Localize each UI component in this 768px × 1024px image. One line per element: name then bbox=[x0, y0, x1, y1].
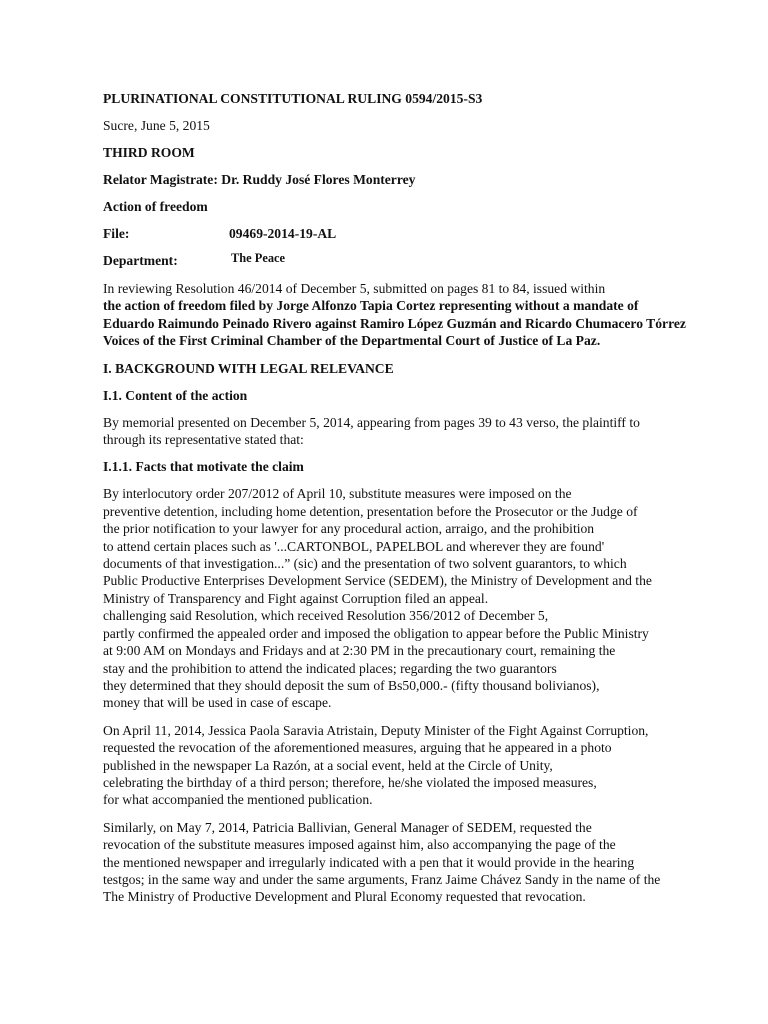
department-label: Department: bbox=[103, 253, 178, 268]
paragraph-line: partly confirmed the appealed order and imposed the obligation to appear before the Public Ministry bbox=[103, 625, 649, 641]
paragraph-line: challenging said Resolution, which received Resolution 356/2012 of December 5, bbox=[103, 608, 549, 624]
paragraph-line: to attend certain places such as '...CARTONBOL, PAPELBOL and wherever they are found' bbox=[103, 538, 605, 554]
paragraph-line: testgos; in the same way and under the same arguments, Franz Jaime Chávez Sandy in the name of the bbox=[103, 871, 661, 887]
department-value: The Peace bbox=[231, 251, 286, 265]
paragraph-line: Similarly, on May 7, 2014, Patricia Ballivian, General Manager of SEDEM, requested the bbox=[103, 819, 592, 835]
paragraph-line: revocation of the substitute measures imposed against him, also accompanying the page of the bbox=[103, 837, 616, 853]
facts-paragraph-1 bbox=[103, 485, 708, 711]
paragraph-line: for what accompanied the mentioned publication. bbox=[103, 792, 373, 808]
paragraph-line: documents of that investigation...” (sic) and the presentation of two solvent guarantors, to which bbox=[103, 556, 627, 572]
paragraph-line: at 9:00 AM on Mondays and Fridays and at 2:30 PM in the precautionary court, remaining the bbox=[103, 643, 616, 659]
action-type: Action of freedom bbox=[103, 199, 208, 214]
ruling-title: PLURINATIONAL CONSTITUTIONAL RULING 0594/2015-S3 bbox=[103, 91, 483, 106]
intro-line: In reviewing Resolution 46/2014 of December 5, submitted on pages 81 to 84, issued within bbox=[103, 281, 606, 296]
paragraph-line: they determined that they should deposit the sum of Bs50,000.- (fifty thousand bolivianos), bbox=[103, 677, 600, 693]
relator-line: Relator Magistrate: Dr. Ruddy José Flores Monterrey bbox=[103, 172, 416, 187]
intro-paragraph bbox=[103, 280, 708, 350]
paragraph-line: the prior notification to your lawyer for any procedural action, arraigo, and the prohibition bbox=[103, 521, 595, 537]
facts-paragraph-3 bbox=[103, 819, 708, 906]
paragraph-line: requested the revocation of the aforementioned measures, arguing that he appeared in a photo bbox=[103, 740, 612, 756]
paragraph-line: Public Productive Enterprises Development Service (SEDEM), the Ministry of Development and the bbox=[103, 573, 652, 589]
paragraph-line: stay and the prohibition to attend the indicated places; regarding the two guarantors bbox=[103, 660, 557, 676]
place-date: Sucre, June 5, 2015 bbox=[103, 118, 210, 133]
intro-line: Voices of the First Criminal Chamber of the Departmental Court of Justice of La Paz. bbox=[103, 333, 601, 349]
paragraph-line: Ministry of Transparency and Fight against Corruption filed an appeal. bbox=[103, 590, 489, 606]
content-line: By memorial presented on December 5, 2014, appearing from pages 39 to 43 verso, the plaintiff to bbox=[103, 414, 640, 430]
paragraph-line: the mentioned newspaper and irregularly indicated with a pen that it would provide in the hearing bbox=[103, 854, 635, 870]
paragraph-line: On April 11, 2014, Jessica Paola Saravia Atristain, Deputy Minister of the Fight Against Corruption, bbox=[103, 722, 649, 738]
paragraph-line: celebrating the birthday of a third person; therefore, he/she violated the imposed measures, bbox=[103, 774, 597, 790]
paragraph-line: preventive detention, including home detention, presentation before the Prosecutor or the Judge of bbox=[103, 503, 638, 519]
file-row bbox=[103, 225, 708, 242]
content-line: through its representative stated that: bbox=[103, 432, 304, 448]
department-row bbox=[103, 252, 708, 270]
content-heading: I.1. Content of the action bbox=[103, 387, 248, 403]
file-value: 09469-2014-19-AL bbox=[229, 226, 337, 241]
room-heading: THIRD ROOM bbox=[103, 145, 195, 160]
content-paragraph bbox=[103, 414, 708, 449]
file-label: File: bbox=[103, 226, 130, 241]
paragraph-line: money that will be used in case of escape. bbox=[103, 695, 332, 711]
facts-heading: I.1.1. Facts that motivate the claim bbox=[103, 459, 304, 475]
paragraph-line: published in the newspaper La Razón, at a social event, held at the Circle of Unity, bbox=[103, 757, 553, 773]
facts-paragraph-2 bbox=[103, 722, 708, 809]
paragraph-line: The Ministry of Productive Development and Plural Economy requested that revocation. bbox=[103, 889, 586, 905]
background-heading: I. BACKGROUND WITH LEGAL RELEVANCE bbox=[103, 360, 394, 376]
paragraph-line: By interlocutory order 207/2012 of April 10, substitute measures were imposed on the bbox=[103, 486, 572, 502]
intro-line: Eduardo Raimundo Peinado Rivero against Ramiro López Guzmán and Ricardo Chumacero Tórrez bbox=[103, 315, 686, 331]
intro-line: the action of freedom filed by Jorge Alfonzo Tapia Cortez representing without a mandate of bbox=[103, 298, 639, 314]
